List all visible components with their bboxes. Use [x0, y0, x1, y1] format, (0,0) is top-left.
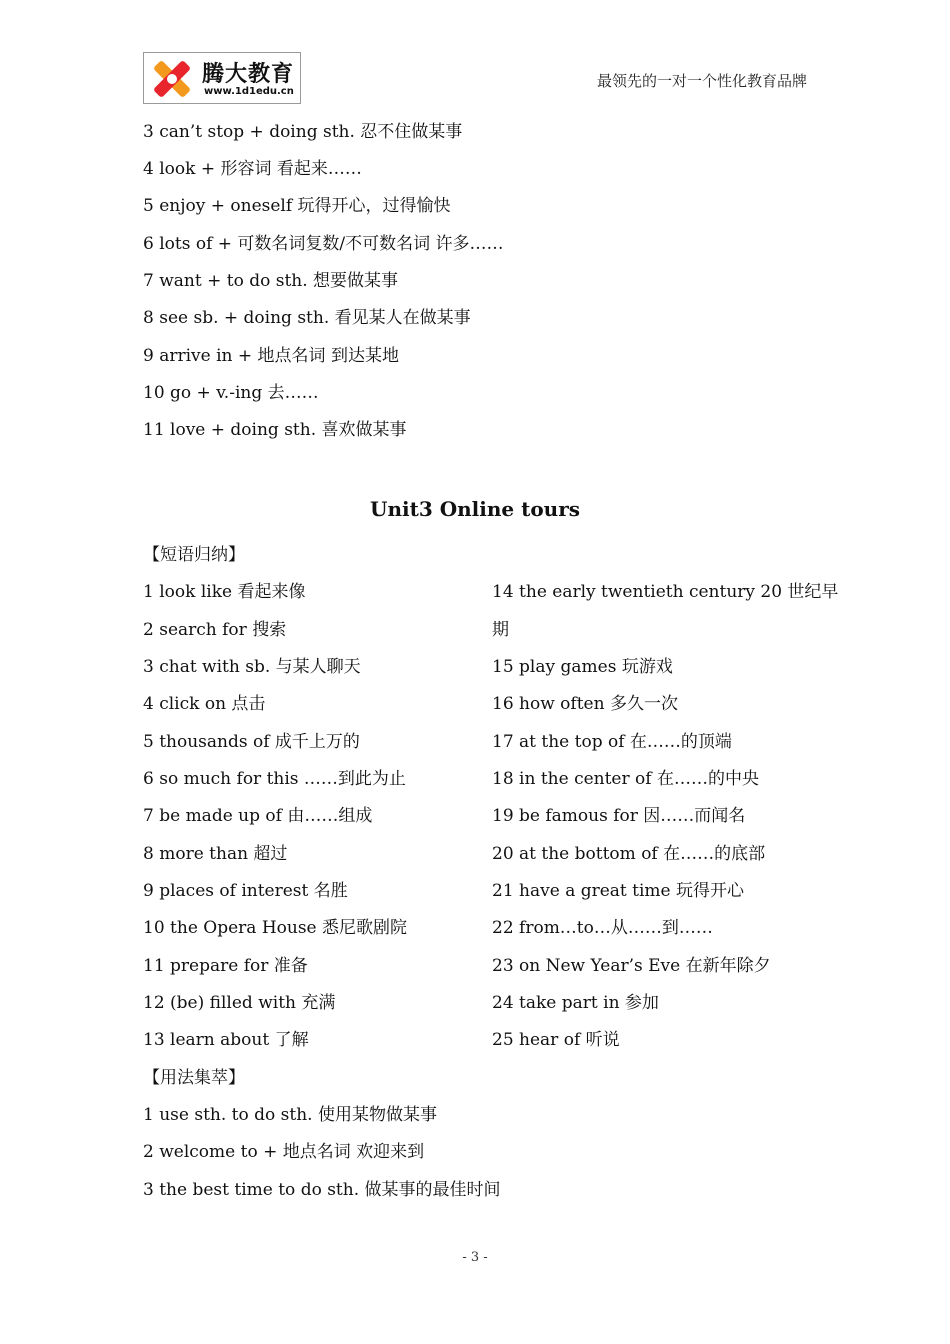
list-item: 10 the Opera House 悉尼歌剧院: [143, 918, 408, 938]
list-item: 6 so much for this ……到此为止: [143, 769, 406, 789]
list-item: 7 be made up of 由……组成: [143, 806, 373, 826]
phrases-heading: 【短语归纳】: [143, 545, 245, 565]
list-item: 4 click on 点击: [143, 694, 266, 714]
page-number: - 3 -: [462, 1250, 488, 1265]
list-item: 20 at the bottom of 在……的底部: [492, 844, 766, 864]
page-header: [143, 52, 807, 106]
list-item: 21 have a great time 玩得开心: [492, 881, 745, 901]
unit-title: Unit3 Online tours: [370, 497, 580, 521]
list-item: 25 hear of 听说: [492, 1030, 620, 1050]
list-item: 15 play games 玩游戏: [492, 657, 673, 677]
list-item: 23 on New Year’s Eve 在新年除夕: [492, 956, 771, 976]
list-item: 2 welcome to + 地点名词 欢迎来到: [143, 1142, 425, 1162]
list-item: 17 at the top of 在……的顶端: [492, 732, 732, 752]
logo-url: www.1d1edu.cn: [204, 86, 294, 97]
list-item: 7 want + to do sth. 想要做某事: [143, 271, 399, 291]
list-item: 12 (be) filled with 充满: [143, 993, 336, 1013]
logo-chinese-name: 腾大教育: [202, 62, 295, 87]
list-item: 11 love + doing sth. 喜欢做某事: [143, 420, 407, 440]
list-item: 11 prepare for 准备: [143, 956, 308, 976]
list-item: 22 from…to…从……到……: [492, 918, 713, 938]
usage-heading: 【用法集萃】: [143, 1068, 245, 1088]
list-item: 5 thousands of 成千上万的: [143, 732, 360, 752]
list-item: 8 see sb. + doing sth. 看见某人在做某事: [143, 308, 471, 328]
list-item: 1 use sth. to do sth. 使用某物做某事: [143, 1105, 437, 1125]
logo: [143, 52, 301, 104]
list-item: 1 look like 看起来像: [143, 582, 306, 602]
list-item: 16 how often 多久一次: [492, 694, 678, 714]
list-item: 13 learn about 了解: [143, 1030, 309, 1050]
list-item: 24 take part in 参加: [492, 993, 659, 1013]
list-item: 4 look + 形容词 看起来……: [143, 159, 362, 179]
list-item: 3 chat with sb. 与某人聊天: [143, 657, 361, 677]
list-item: 19 be famous for 因……而闻名: [492, 806, 746, 826]
list-item: 18 in the center of 在……的中央: [492, 769, 759, 789]
list-item: 2 search for 搜索: [143, 620, 287, 640]
list-item: 8 more than 超过: [143, 844, 288, 864]
header-slogan: 最领先的一对一个性化教育品牌: [596, 72, 807, 90]
list-item: 9 places of interest 名胜: [143, 881, 348, 901]
logo-x-icon: [148, 57, 196, 101]
list-item: 3 can’t stop + doing sth. 忍不住做某事: [143, 122, 463, 142]
list-item-continuation: 期: [492, 620, 509, 640]
list-item: 6 lots of + 可数名词复数/不可数名词 许多……: [143, 234, 504, 254]
list-item: 9 arrive in + 地点名词 到达某地: [143, 346, 399, 366]
list-item: 3 the best time to do sth. 做某事的最佳时间: [143, 1180, 501, 1200]
list-item: 10 go + v.-ing 去……: [143, 383, 319, 403]
list-item: 5 enjoy + oneself 玩得开心，过得愉快: [143, 196, 451, 216]
list-item: 14 the early twentieth century 20 世纪早: [492, 582, 839, 602]
